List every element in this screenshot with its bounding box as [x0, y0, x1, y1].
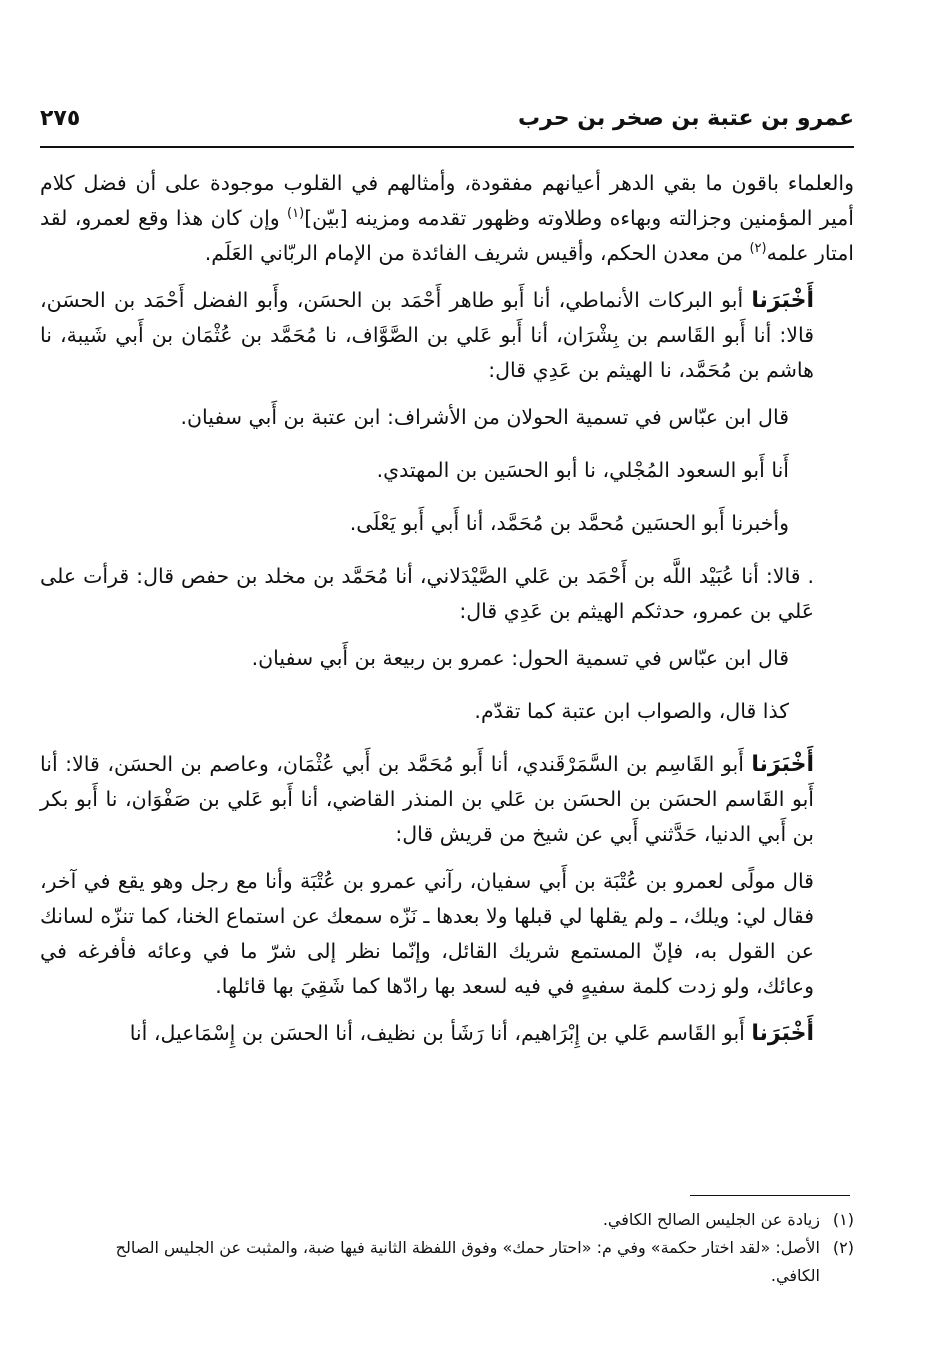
- akhbarana-word: أَخْبَرَنا: [751, 288, 814, 313]
- quote-4: قال ابن عبّاس في تسمية الحول: عمرو بن ربيعة بن أَبي سفيان.: [251, 646, 789, 670]
- footnote-text: الكافي.: [770, 1266, 820, 1285]
- paragraph-5: قال مولًى لعمرو بن عُتْبَة بن أَبي سفيان، رآني عمرو بن عُتْبَة وأنا مع رجل وهو يقع في آخر، فقال لي: ويلك، ـ ولم يقلها لي قبلها ولا بعدها ـ نَزّه سمعك عن استماع الخنا، كما تنزّه لسانك عن القول به، فإنّ المستمع شريك القائل، وإنّما نظر إلى شرّ ما في وعائه فأفرغه في وعائك، ولو زدت كلمة سفيهٍ في فيه لسعد بها رادّها كما شَقِيَ بها قائلها.: [40, 869, 814, 998]
- footnote-ref-2: (٢): [749, 241, 767, 257]
- page-header: [40, 96, 854, 148]
- main-text: [40, 166, 854, 1063]
- footnote-2-continuation: [40, 1262, 854, 1290]
- paragraph-text: أَبو القَاسِم بن السَّمَرْقَندي، أنا أَبو مُحَمَّد بن أَبي عُثْمَان، وعاصم بن الحسَن، قالا: أنا أَبو القَاسم الحسَن بن الحسَن بن عَلي بن المنذر القاضي، أنا أَبو عَلي بن صَفْوَان، نا أَبو بكر بن أَبي الدنيا، حَدَّثني أَبي عن شيخ من قريش قال:: [40, 752, 814, 846]
- paragraph-text: من معدن الحكم، وأقيس شريف الفائدة من الإمام الربّاني العَلَم.: [204, 241, 750, 265]
- quote-5: كذا قال، والصواب ابن عتبة كما تقدّم.: [474, 699, 789, 723]
- akhbarana-word: أَخْبَرَنا: [751, 1021, 814, 1046]
- paragraph-text: والعلماء باقون ما بقي الدهر أعيانهم مفقودة، وأمثالهم في القلوب موجودة على أن فضل كلام أمير المؤمنين وجزالته وبهاءه وطلاوته وظهور تقدمه ومزينه [بيّن]: [40, 171, 854, 230]
- quote-2: أَنا أَبو السعود المُجْلي، نا أبو الحسَين بن المهتدي.: [376, 458, 789, 482]
- running-title: عمرو بن عتبة بن صخر بن حرب: [517, 106, 854, 131]
- paragraph-4: [40, 747, 854, 852]
- paragraph-2: [40, 283, 854, 388]
- footnote-2: [40, 1234, 854, 1262]
- quote-3: وأخبرنا أَبو الحسَين مُحمَّد بن مُحَمَّد، أنا أَبي أَبو يَعْلَى.: [349, 511, 789, 535]
- footnote-number: (١): [832, 1210, 854, 1229]
- paragraph-text: وإن كان هذا وقع لعمرو، لقد امتار علمه: [40, 206, 854, 265]
- quote-1: قال ابن عبّاس في تسمية الحولان من الأشراف: ابن عتبة بن أَبي سفيان.: [180, 405, 789, 429]
- footnote-ref-1: (١): [287, 206, 305, 222]
- footnote-text: زيادة عن الجليس الصالح الكافي.: [602, 1210, 820, 1229]
- footnote-number: (٢): [832, 1238, 854, 1257]
- paragraph-text: أبو البركات الأنماطي، أنا أَبو طاهر أَحْمَد بن الحسَن، وأَبو الفضل أَحْمَد بن الحسَن، قالا: أنا أَبو القَاسم بن بِشْرَان، أنا أَبو عَلي بن الصَّوَّاف، نا مُحَمَّد بن عُثْمَان بن أَبي شَيبة، نا هاشم بن مُحَمَّد، نا الهيثم بن عَدِي قال:: [40, 288, 814, 382]
- akhbarana-word: أَخْبَرَنا: [751, 752, 814, 777]
- paragraph-1: [40, 166, 854, 271]
- footnotes: [40, 1206, 854, 1290]
- page-number: ٢٧٥: [40, 106, 81, 131]
- paragraph-6: [40, 1016, 854, 1051]
- paragraph-3: . قالا: أنا عُبَيْد اللَّه بن أَحْمَد بن عَلي الصَّيْدَلاني، أنا مُحَمَّد بن مخلد بن حفص قال: قرأت على عَلي بن عمرو، حدثكم الهيثم بن عَدِي قال:: [40, 564, 814, 623]
- footnote-divider: [690, 1195, 850, 1196]
- paragraph-text: أَبو القَاسم عَلي بن إِبْرَاهيم، أنا رَشَأ بن نظيف، أنا الحسَن بن إِسْمَاعيل، أنا: [129, 1021, 752, 1045]
- footnote-1: [40, 1206, 854, 1234]
- footnote-text: الأصل: «لقد اختار حكمة» وفي م: «احتار حمك» وفوق اللفظة الثانية فيها ضبة، والمثبت عن الجليس الصالح: [115, 1238, 820, 1257]
